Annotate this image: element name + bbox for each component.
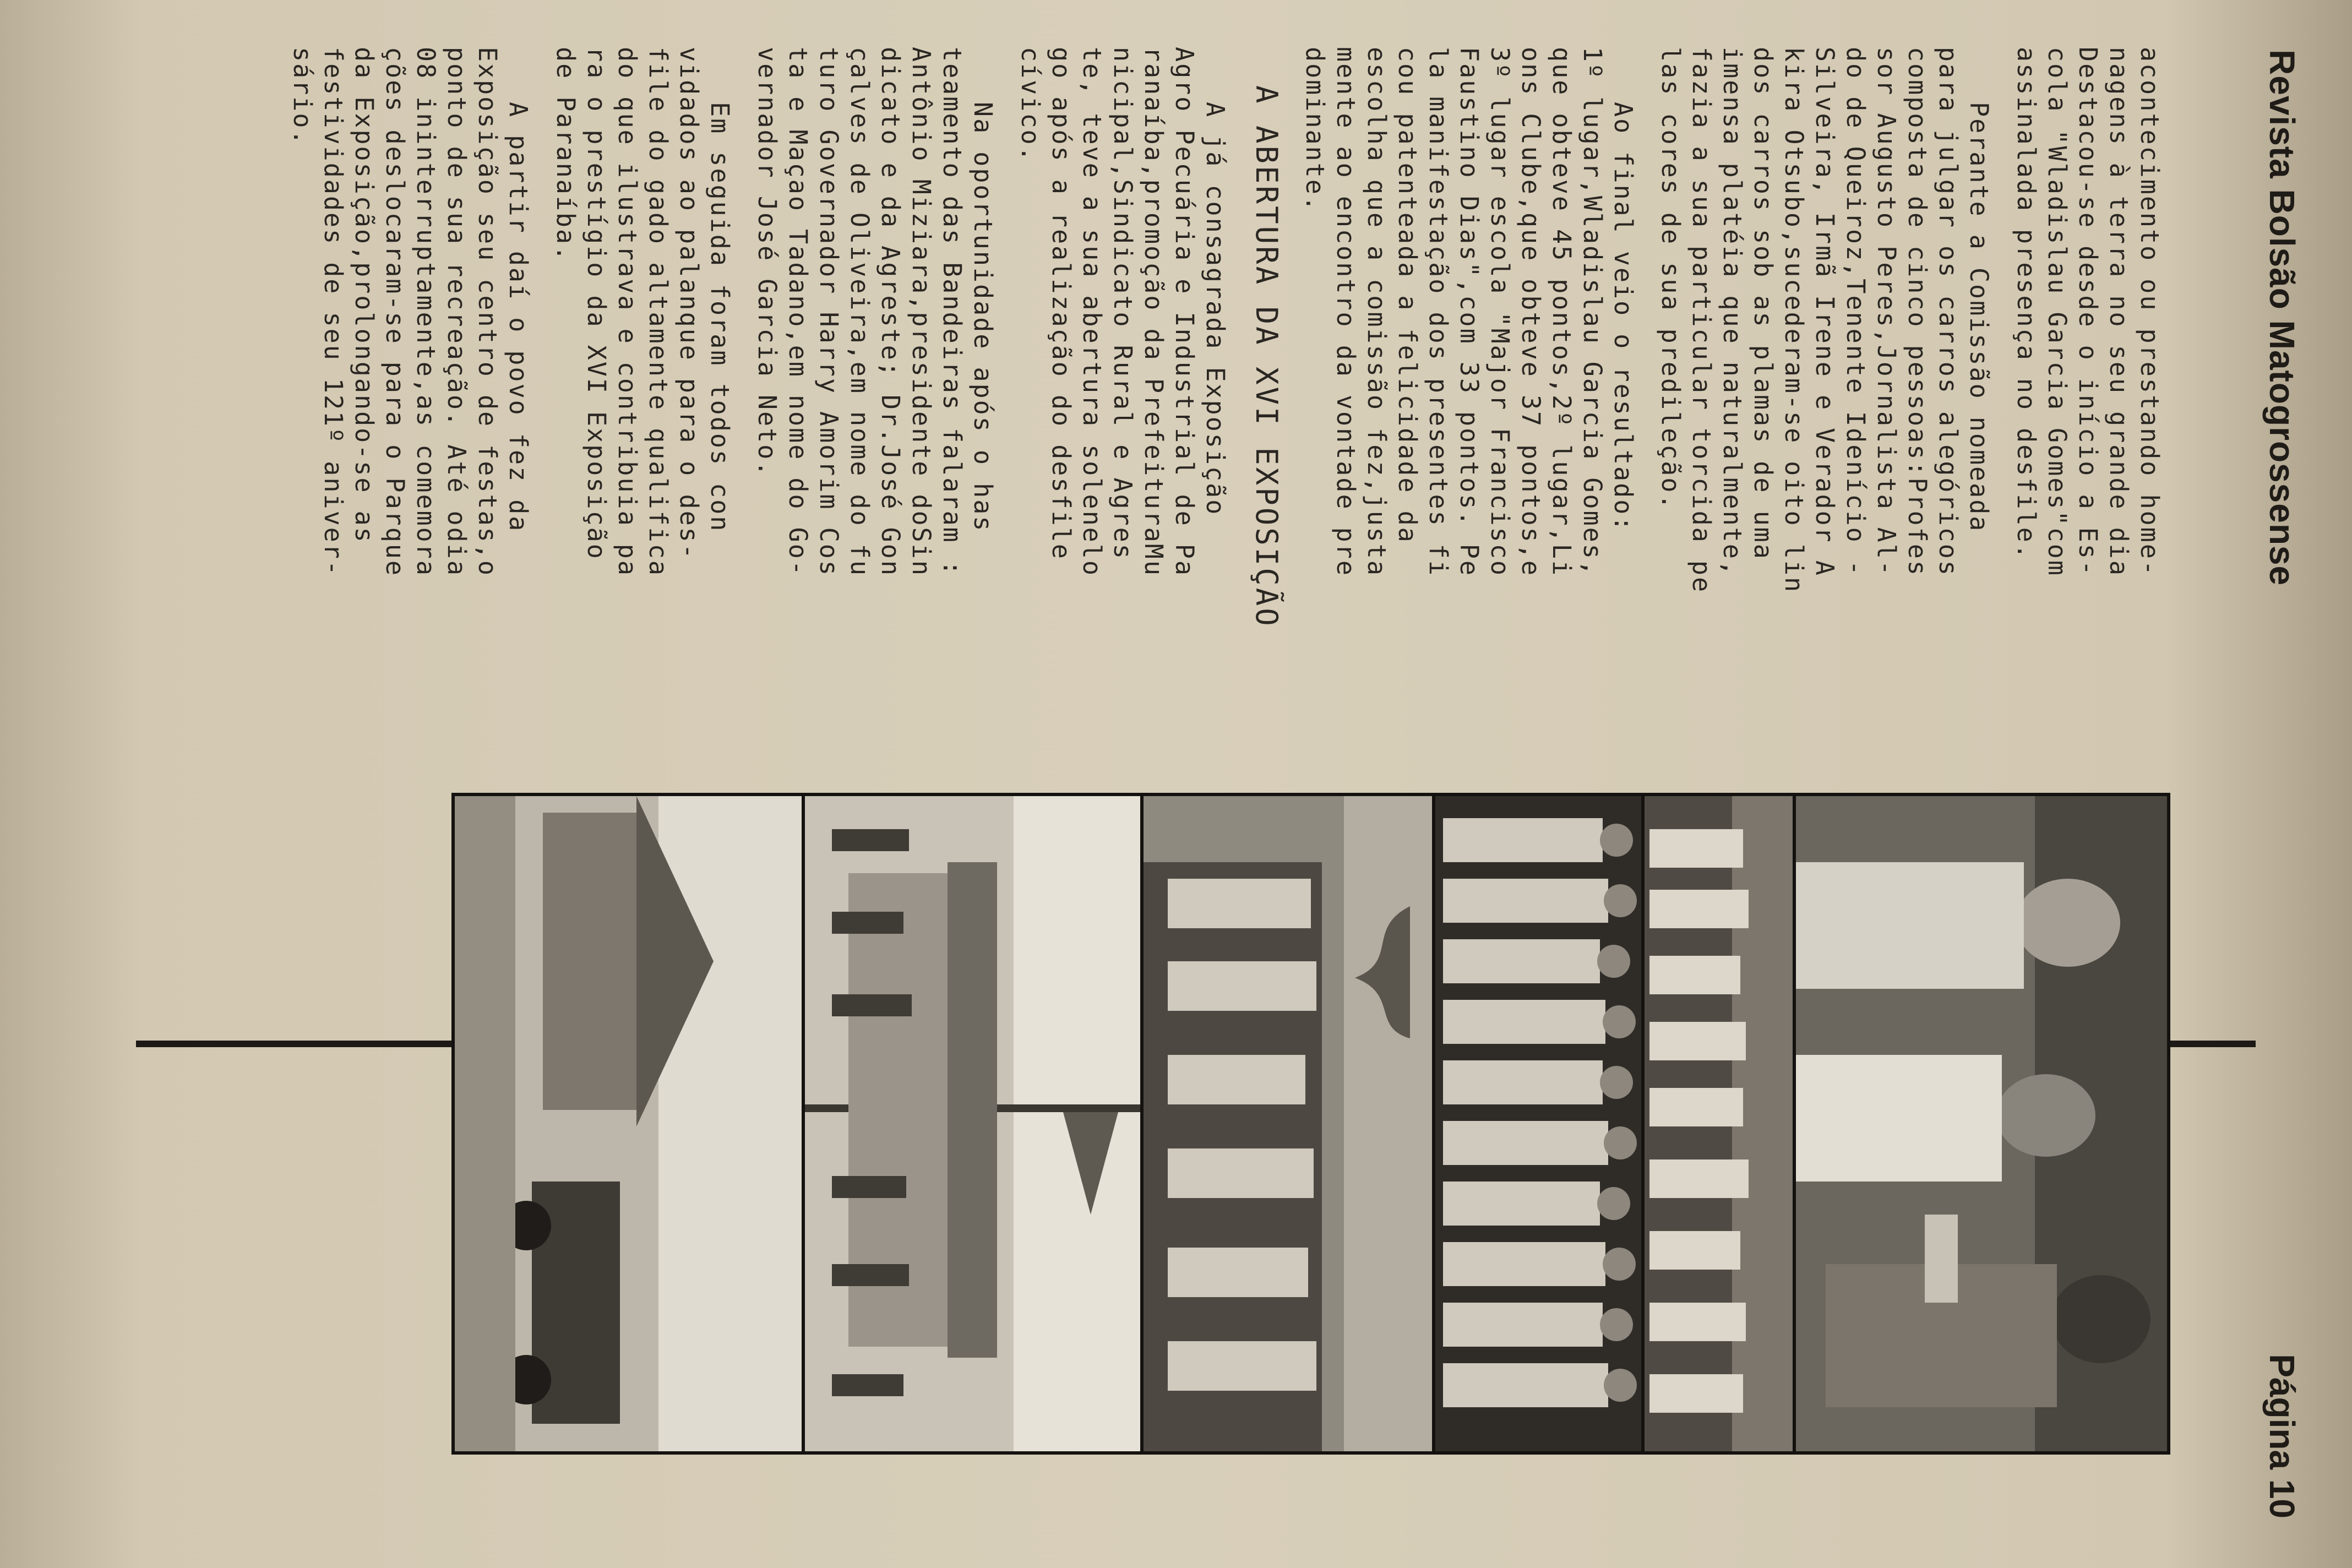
article-paragraph: acontecimento ou prestando home- nagens à terra no seu grande dia Destacou-se desde o início a Es- cola "Wladislau Garcia Gomes"com assinalada presença no desfile. (2012, 47, 2164, 577)
article-paragraph: Ao final veio o resultado: 1º lugar,Wladislau Garcia Gomes, que obteve 45 pontos,2º lugar,Li ons Clube,que obteve 37 pontos,e 3º lugar escola "Major Francisco Faustino Dias",com 33 pontos. Pe la manifestação dos presentes fi cou patenteada a felicidade da escolha que a comissão fez,justa mente ao encontro da vontade pre dominante. (1300, 47, 1638, 577)
photo-speech-platform (1137, 793, 1435, 1455)
article-paragraph: A partir daí o povo fez da Exposição seu centro de festas,o ponto de sua recreação. Até odia 08 ininterruptamente,as comemora ções deslocaram-se para o Parque da Exposição,prolongando-se as festividades de seu 121º aniver- sário. (288, 47, 533, 577)
article-text-column (287, 47, 2165, 796)
photo-exhibition-park (451, 793, 805, 1455)
photo-men-ceremony (1789, 793, 2170, 1455)
page-number: Página 10 (2262, 1354, 2302, 1518)
page-header (2253, 50, 2313, 1518)
publication-title: Revista Bolsão Matogrossense (2262, 50, 2302, 586)
photo-group-formal (1429, 793, 1645, 1455)
photo-flag-stage (798, 793, 1144, 1455)
article-paragraph: A já consagrada Exposição Agro Pecuária e Industrial de Pa ranaíba,promoção da PrefeituraMu nicipal,Sindicato Rural e Agres te, teve a sua abertura solenelo go após a realização do desfile cívico. (1016, 47, 1230, 577)
article-paragraph: Na oportunidade após o has teamento das Bandeiras falaram : Antônio Miziara,presidente doSin dicato e da Agreste; Dr.José Gon çalves de Oliveira,em nome do fu turo Governador Harry Amorim Cos ta e Maçao Tadano,em nome do Go- vernador José Garcia Neto. (753, 47, 998, 577)
article-paragraph: Perante a Comissão nomeada para julgar os carros alegóricos composta de cinco pessoas:Profes sor Augusto Peres,Jornalista Al- do de Queiroz,Tenente Idenício - Silveira, Irmã Irene e Verador A kira Otsubo,sucederam-se oito lin dos carros sob as plamas de uma imensa platéia que naturalmente, fazia a sua particular torcida pe las cores de sua predileção. (1656, 47, 1994, 594)
photo-students-group (1638, 793, 1796, 1455)
section-heading: A ABERTURA DA XVI EXPOSIÇÃO (1249, 85, 1284, 628)
article-paragraph: Em seguida foram todos con vidados ao palanque para o des- file do gado altamente qualifica do que ilustrava e contribuia pa ra o prestígio da XVI Exposição de Paranaíba. (551, 47, 734, 577)
